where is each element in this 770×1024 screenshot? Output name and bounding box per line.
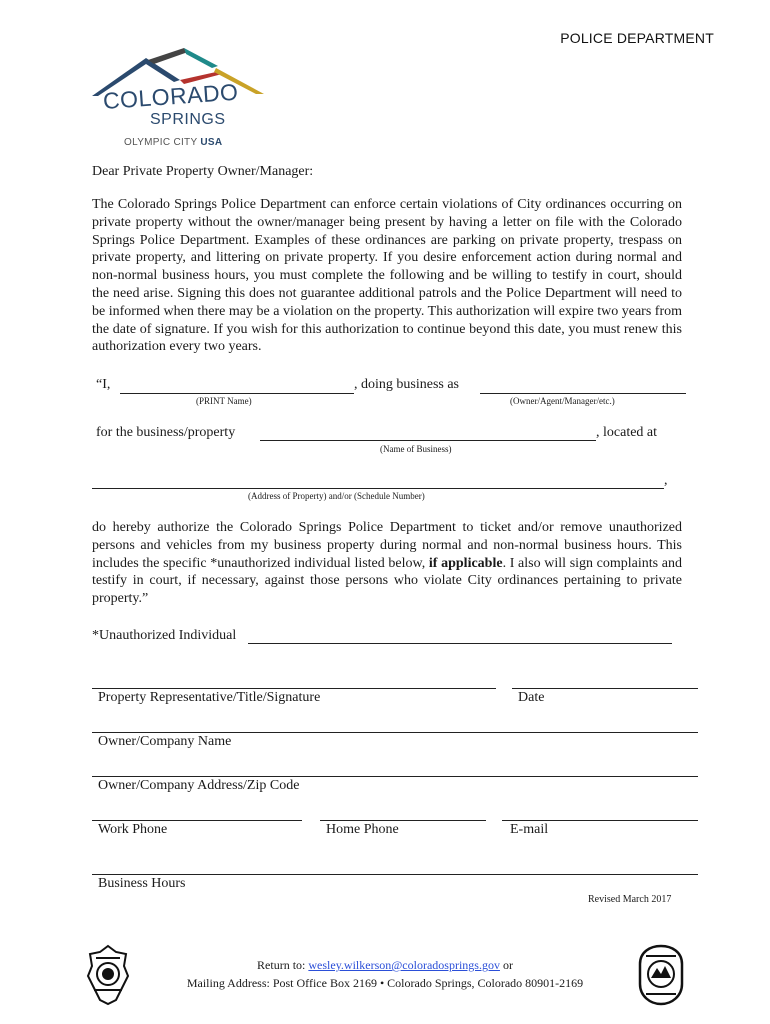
signature-label: Property Representative/Title/Signature (98, 690, 321, 705)
date-label: Date (518, 690, 545, 705)
work-phone-label: Work Phone (98, 822, 168, 837)
caption-address: (Address of Property) and/or (Schedule Number) (248, 491, 425, 501)
police-badge-icon (86, 944, 130, 1006)
city-seal-icon (636, 944, 686, 1006)
owner-address-field[interactable] (92, 776, 698, 777)
footer-return: Return to: wesley.wilkerson@coloradosprings.gov or (257, 958, 513, 972)
business-name-field[interactable] (260, 440, 596, 441)
owner-name-label: Owner/Company Name (98, 734, 232, 749)
email-field[interactable] (502, 820, 698, 821)
business-hours-field[interactable] (92, 874, 698, 875)
revised-date: Revised March 2017 (588, 894, 672, 905)
line1-prefix: “I, (96, 377, 111, 392)
logo-tagline: OLYMPIC CITY USA (124, 137, 223, 148)
line2-prefix: for the business/property (96, 425, 236, 440)
email-label: E-mail (510, 822, 549, 837)
unauthorized-field[interactable] (248, 643, 672, 644)
address-field[interactable] (92, 488, 664, 489)
salutation: Dear Private Property Owner/Manager: (92, 164, 314, 179)
line1-mid: , doing business as (354, 377, 459, 392)
signature-field[interactable] (92, 688, 496, 689)
footer-mailing: Mailing Address: Post Office Box 2169 • Colorado Springs, Colorado 80901-2169 (186, 976, 584, 990)
intro-paragraph: The Colorado Springs Police Department can enforce certain violations of City ordinances occurring on private property without the owner/manager being present by having a letter on file with the Colorado Springs Police Department. Examples of these ordinances are parking on private property, trespass on private property, and littering on private property. If you desire enforcement action during normal and non-normal business hours, you must complete the following and be willing to testify in court, should the need arise. Signing this does not guarantee additional patrols and the Police Department will need to be informed when there may be a violation on the property. This authorization will expire two years from the date of signature. If you wish for this authorization to continue beyond this date, you must renew this authorization every two years. (92, 197, 682, 355)
dba-field[interactable] (480, 393, 686, 394)
caption-owner: (Owner/Agent/Manager/etc.) (510, 396, 615, 406)
business-hours-label: Business Hours (98, 876, 186, 891)
email-link[interactable]: wesley.wilkerson@coloradosprings.gov (308, 958, 500, 972)
caption-print-name: (PRINT Name) (196, 396, 252, 406)
caption-business: (Name of Business) (380, 444, 452, 454)
home-phone-field[interactable] (320, 820, 486, 821)
print-name-field[interactable] (120, 393, 354, 394)
owner-name-field[interactable] (92, 732, 698, 733)
work-phone-field[interactable] (92, 820, 302, 821)
date-field[interactable] (512, 688, 698, 689)
line2-suffix: , located at (596, 425, 658, 440)
owner-address-label: Owner/Company Address/Zip Code (98, 778, 300, 793)
line3-suffix: , (664, 473, 668, 488)
logo-colorado: COLORADO (102, 78, 240, 115)
logo-springs: SPRINGS (150, 111, 226, 128)
home-phone-label: Home Phone (326, 822, 399, 837)
authorization-paragraph: do hereby authorize the Colorado Springs Police Department to ticket and/or remove unauthorized persons and vehicles from my business property during normal and non-normal business hours. This includes the specific *unauthorized individual listed below, if applicable. I also will sign complaints and testify in court, if necessary, against those persons who violate City ordinances pertaining to private property.” (92, 520, 682, 607)
unauthorized-label: *Unauthorized Individual (92, 628, 237, 643)
department-title: POLICE DEPARTMENT (560, 30, 714, 46)
